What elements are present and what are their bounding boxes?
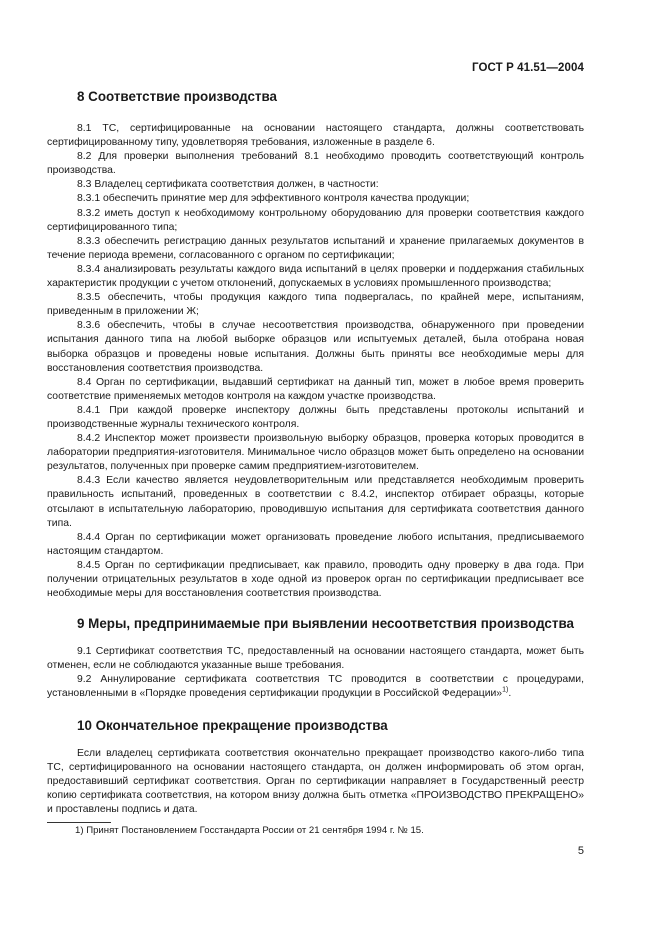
paragraph-8-4-2: 8.4.2 Инспектор может произвести произвольную выборку образцов, проверка которых проводится в лаборатории предприятия-изготовителя. Минимальное число образцов может быть определено на основании результатов, полученных при проверке самим предприятием-изготовителем. <box>47 433 584 473</box>
paragraph-8-4: 8.4 Орган по сертификации, выдавший сертификат на данный тип, может в любое время проверить соответствие применяемых методов контроля на каждом участке производства. <box>47 376 584 402</box>
paragraph-8-3-3: 8.3.3 обеспечить регистрацию данных результатов испытаний и хранение прилагаемых документов в течение периода времени, согласованного с органом по сертификации; <box>47 235 584 261</box>
footnote-text: 1) Принят Постановлением Госстандарта России от 21 сентября 1994 г. № 15. <box>75 825 424 836</box>
section-10-heading: 10 Окончательное прекращение производства <box>77 717 388 733</box>
paragraph-9-2: 9.2 Аннулирование сертификата соответствия ТС проводится в соответствии с процедурами, установленными в «Порядке проведения сертификации продукции в Российской Федерации»$^{1)}$. <box>47 674 584 700</box>
paragraph-8-3-4: 8.3.4 анализировать результаты каждого вида испытаний в целях проверки и поддержания стабильных характеристик продукции с учетом отклонений, допускаемых в условиях промышленного производства; <box>47 263 584 290</box>
paragraph-9-2-text: 9.2 Аннулирование сертификата соответствия ТС проводится в соответствии с процедурами, установленными в «Порядке проведения сертификации продукции в Российской Федерации» <box>47 674 584 700</box>
paragraph-8-3-5: 8.3.5 обеспечить, чтобы продукция каждого типа подвергалась, по крайней мере, испытаниям, приведенным в приложении Ж; <box>47 292 584 318</box>
paragraph-8-3: 8.3 Владелец сертификата соответствия должен, в частности: <box>77 179 379 191</box>
document-body <box>47 88 584 817</box>
paragraph-8-2: 8.2 Для проверки выполнения требований 8.1 необходимо проводить соответствующий контроль производства. <box>47 151 584 177</box>
section-8-heading: 8 Соответствие производства <box>77 89 277 104</box>
paragraph-8-3-1: 8.3.1 обеспечить принятие мер для эффективного контроля качества продукции; <box>77 193 470 205</box>
paragraph-9-1: 9.1 Сертификат соответствия ТС, предоставленный на основании настоящего стандарта, может быть отменен, если не соблюдаются указанные выше требования. <box>47 646 584 672</box>
section-9-heading: 9 Меры, предпринимаемые при выявлении несоответствия производства <box>77 616 574 632</box>
paragraph-8-3-2: 8.3.2 иметь доступ к необходимому контрольному оборудованию для проверки соответствия каждого сертифицированного типа; <box>47 207 584 233</box>
standard-code: ГОСТ Р 41.51—2004 <box>472 62 584 74</box>
paragraph-8-4-5: 8.4.5 Орган по сертификации предписывает, как правило, проводить одну проверку в два года. При получении отрицательных результатов в ходе одной из проверок орган по сертификации предписывает все необходимые меры для восстановления соответствия производства. <box>47 559 584 600</box>
page-number: 5 <box>577 845 584 857</box>
paragraph-10: Если владелец сертификата соответствия окончательно прекращает производство какого-либо типа ТС, сертифицированного на основании настоящего стандарта, он должен информировать об этом орган, предоставивший сертификат соответствия. Орган по сертификации направляет в Государственный реестр копию сертификата соответствия, на котором внизу должна быть отметка «ПРОИЗВОДСТВО ПРЕКРАЩЕНО» и проставлены подпись и дата. <box>47 747 584 815</box>
footnote-ref: 1) <box>502 687 509 694</box>
paragraph-8-4-1: 8.4.1 При каждой проверке инспектору должны быть представлены протоколы испытаний и производственные журналы технического контроля. <box>47 404 584 430</box>
footnote-divider <box>47 822 111 823</box>
paragraph-8-4-4: 8.4.4 Орган по сертификации может организовать проведение любого испытания, предписываемого настоящим стандартом. <box>47 531 584 557</box>
paragraph-8-1: 8.1 ТС, сертифицированные на основании настоящего стандарта, должны соответствовать сертифицированному типу, удовлетворяя требования, изложенные в разделе 6. <box>47 123 584 149</box>
paragraph-8-3-6: 8.3.6 обеспечить, чтобы в случае несоответствия производства, обнаруженного при проведении испытания данного типа на любой выборке образцов или испытуемых деталей, была отобрана новая выборка образцов и проведены новые испытания. Должны быть приняты все необходимые меры для восстановления соответствия производства. <box>47 320 584 374</box>
paragraph-8-4-3: 8.4.3 Если качество является неудовлетворительным или представляется необходимым проверить правильность испытаний, проведенных в соответствии с 8.4.2, инспектор отбирает образцы, которые отсылают в испытательную лабораторию, проводившую испытания для сертификата соответствия данного типа. <box>47 475 584 529</box>
